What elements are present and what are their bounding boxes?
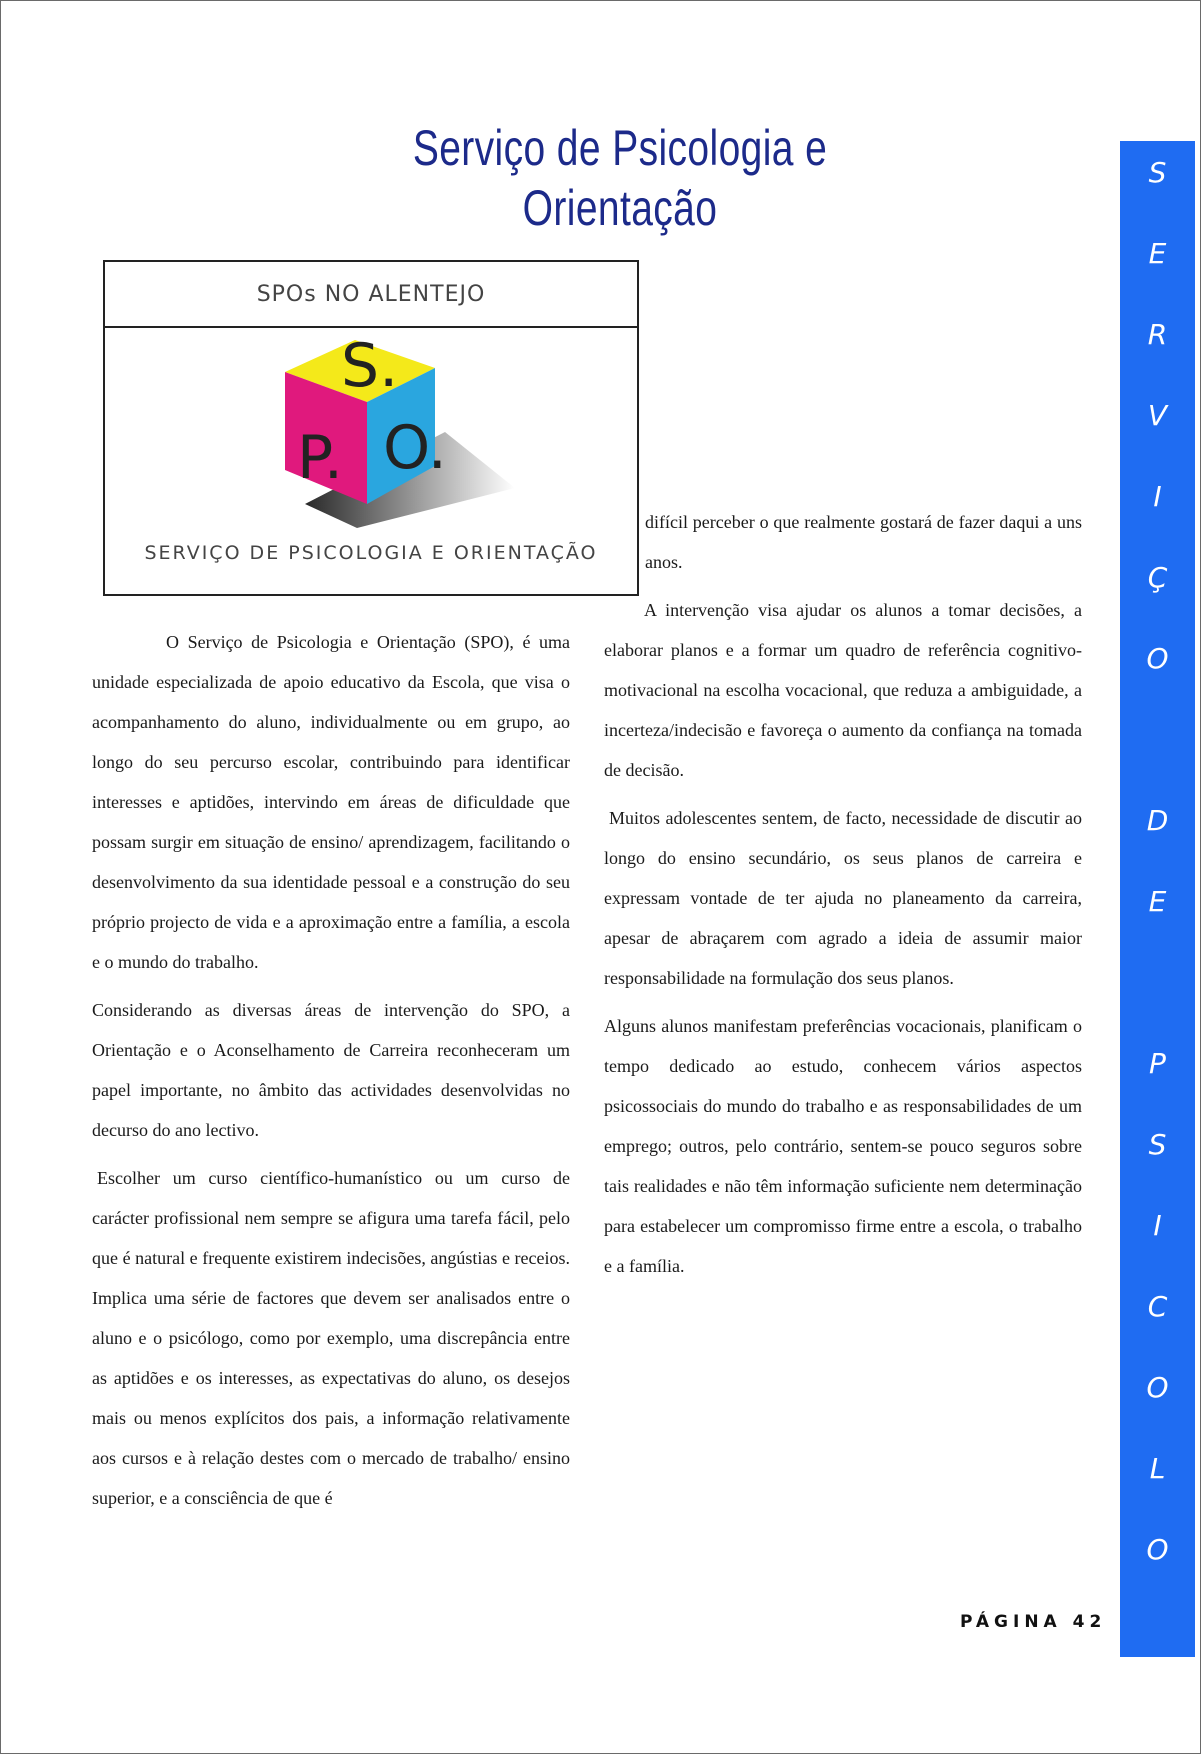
sidebar-letter: R [1147,318,1168,351]
paragraph-course-choice: Escolher um curso científico-humanístico ou um curso de carácter profissional nem sempre se afigura uma tarefa fácil, pelo que é natural e frequente existirem indecisões, angústias e receios. Implica uma série de factores que devem ser analisados entre o aluno e o psicólogo, como por exemplo, uma discrepância entre as aptidões e os interesses, as expectativas do aluno, os desejos mais ou menos explícitos dos pais, a informação relativamente aos cursos e à relação destes com o mercado de trabalho/ ensino superior, e a consciência de que é [92,1168,570,1508]
right-column [604,590,1082,1294]
sidebar-letter: E [1148,885,1167,918]
logo-letter-p: P. [297,423,343,493]
sidebar-letter: P [1149,1047,1166,1080]
sidebar-letter: S [1148,1128,1167,1161]
sidebar-letter: L [1149,1452,1166,1485]
sidebar-letter: I [1153,1209,1162,1242]
sidebar-letter: O [1146,1533,1169,1566]
logo-footer: SERVIÇO DE PSICOLOGIA E ORIENTAÇÃO [144,542,598,564]
paragraph-adolescents: Muitos adolescentes sentem, de facto, necessidade de discutir ao longo do ensino secundário, os seus planos de carreira e expressam vontade de ter ajuda no planeamento da carreira, apesar de abraçarem com agrado a ideia de assumir maior responsabilidade na formulação dos seus planos. [604,808,1082,988]
sidebar-letter: O [1146,642,1169,675]
sidebar-letter: D [1146,804,1169,837]
sidebar-letter: C [1147,1290,1168,1323]
logo-header: SPOs NO ALENTEJO [105,262,637,328]
paragraph-continuation: difícil perceber o que realmente gostará de fazer daqui a uns anos. [645,512,1082,572]
spo-logo [103,260,639,596]
sidebar-letter: V [1147,399,1168,432]
sidebar-letter: Ç [1147,561,1168,594]
page-number: PÁGINA 42 [960,1612,1107,1632]
logo-letter-o: O. [383,413,447,483]
logo-letter-s: S. [341,331,399,401]
left-column [92,622,570,1526]
paragraph-career-guidance: Considerando as diversas áreas de intervenção do SPO, a Orientação e o Aconselhamento de Carreira reconheceram um papel importante, no âmbito das actividades desenvolvidas no decurso do ano lectivo. [92,1000,570,1140]
spo-cube-logo-icon [105,328,637,538]
paragraph-some-students: Alguns alunos manifestam preferências vocacionais, planificam o tempo dedicado ao estudo, conhecem vários aspectos psicossociais do mundo do trabalho e as responsabilidades de um emprego; outros, pelo contrário, sentem-se pouco seguros sobre tais realidades e não têm informação suficiente nem determinação para estabelecer um compromisso firme entre a escola, o trabalho e a família. [604,1016,1082,1276]
paragraph-spo-intro: O Serviço de Psicologia e Orientação (SPO), é uma unidade especializada de apoio educativo da Escola, que visa o acompanhamento do aluno, individualmente ou em grupo, ao longo do seu percurso escolar, contribuindo para identificar interesses e aptidões, intervindo em áreas de dificuldade que possam surgir em situação de ensino/ aprendizagem, facilitando o desenvolvimento da sua identidade pessoal e a construção do seu próprio projecto de vida e a aproximação entre a família, a escola e o mundo do trabalho. [92,632,570,972]
vertical-title-sidebar [1120,141,1195,1657]
sidebar-letter: O [1146,1371,1169,1404]
sidebar-letter: E [1148,237,1167,270]
page-title: Serviço de Psicologia e Orientação [412,120,828,236]
sidebar-letter: S [1148,156,1167,189]
right-column-continuation [645,502,1082,590]
paragraph-intervention: A intervenção visa ajudar os alunos a tomar decisões, a elaborar planos e a formar um quadro de referência cognitivo-motivacional na escolha vocacional, que reduza a ambiguidade, a incerteza/indecisão e favoreça o aumento da confiança na tomada de decisão. [604,600,1082,780]
sidebar-letter: I [1153,480,1162,513]
